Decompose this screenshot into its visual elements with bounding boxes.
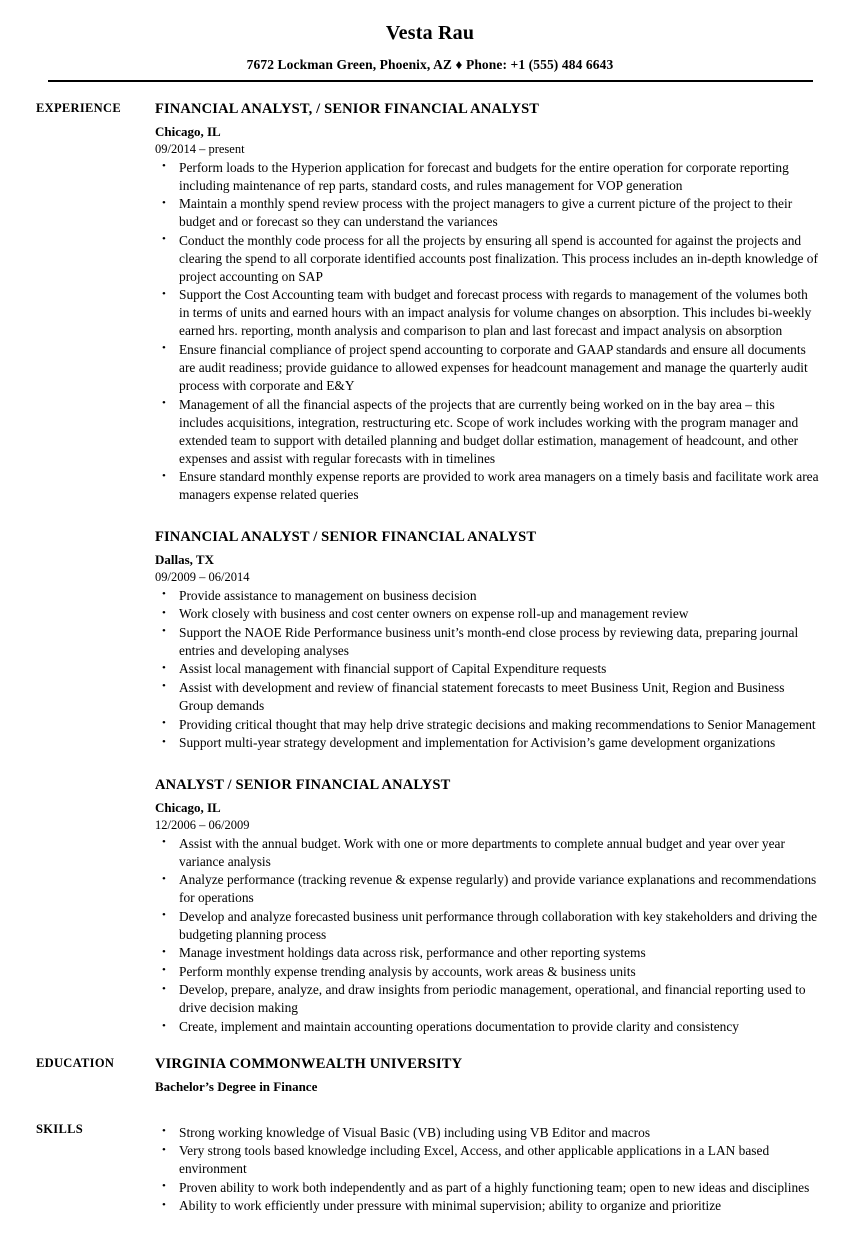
job-title: ANALYST / SENIOR FINANCIAL ANALYST	[155, 777, 451, 794]
experience-section	[0, 101, 860, 1036]
candidate-name: Vesta Rau	[385, 22, 475, 44]
education-section	[0, 1056, 860, 1095]
job-bullet: • Management of all the financial aspects of the projects that are currently being worked on in the bay area – this includes acquisitions, integration, restructuring etc. Scope of work includes working with the program manager and extended team to support with detailed planning and budget dollar estimation, management of headcount, and other expenses and assist with regular forecasts with in timelines	[155, 396, 820, 468]
job-dates: 12/2006 – 06/2009	[155, 817, 250, 832]
job-bullet: • Maintain a monthly spend review process with the project managers to give a current picture of the project to their budget and or forecast so they can understand the variances	[155, 195, 820, 231]
skill-bullet: • Strong working knowledge of Visual Basic (VB) including using VB Editor and macros	[155, 1124, 820, 1142]
skills-section	[0, 1122, 860, 1216]
skill-bullet: • Proven ability to work both independently and as part of a highly functioning team; open to new ideas and disciplines	[155, 1179, 820, 1197]
header-divider	[48, 80, 813, 82]
job-bullet: • Ensure standard monthly expense reports are provided to work area managers on a timely basis and facilitate work area managers expense related queries	[155, 468, 820, 504]
job-dates: 09/2009 – 06/2014	[155, 569, 250, 584]
education-entries	[155, 1056, 860, 1095]
job-bullet: • Create, implement and maintain accounting operations documentation to provide clarity and consistency	[155, 1018, 820, 1036]
education-school: VIRGINIA COMMONWEALTH UNIVERSITY	[155, 1056, 463, 1073]
job-bullet: • Assist local management with financial support of Capital Expenditure requests	[155, 660, 820, 678]
resume-header	[0, 0, 860, 82]
job-entry	[155, 101, 820, 504]
job-dates: 09/2014 – present	[155, 141, 245, 156]
job-bullet: • Providing critical thought that may help drive strategic decisions and making recommendations to Senior Management	[155, 716, 820, 734]
skill-bullet: • Ability to work efficiently under pressure with minimal supervision; ability to organize and prioritize	[155, 1197, 820, 1215]
experience-entries	[155, 101, 860, 1036]
job-bullet: • Analyze performance (tracking revenue & expense regularly) and provide variance explanations and recommendations for operations	[155, 871, 820, 907]
job-location: Chicago, IL	[155, 799, 221, 815]
skill-bullet: • Very strong tools based knowledge including Excel, Access, and other applicable applications in a LAN based environment	[155, 1142, 820, 1178]
job-bullet: • Support multi-year strategy development and implementation for Activision’s game development organizations	[155, 734, 820, 752]
job-bullet-list	[155, 159, 820, 505]
experience-label: EXPERIENCE	[36, 101, 121, 115]
job-bullet: • Assist with development and review of financial statement forecasts to meet Business Unit, Region and Business Group demands	[155, 679, 820, 715]
job-bullet: • Develop, prepare, analyze, and draw insights from periodic management, operational, and financial reporting used to drive decision making	[155, 981, 820, 1017]
job-entry	[155, 529, 820, 752]
skills-entries	[155, 1122, 860, 1216]
job-bullet: • Support the Cost Accounting team with budget and forecast process with regards to management of the volumes both in terms of units and earned hours with an impact analysis for volume changes on absorption. This includes bi-weekly earned hrs. reporting, month analysis and comparison to plan and last forecast and impact analysis on absorption	[155, 286, 820, 340]
job-title: FINANCIAL ANALYST / SENIOR FINANCIAL ANALYST	[155, 529, 537, 546]
job-bullet: • Perform monthly expense trending analysis by accounts, work areas & business units	[155, 963, 820, 981]
skills-bullet-list	[155, 1124, 820, 1216]
job-bullet: • Perform loads to the Hyperion application for forecast and budgets for the entire operation for corporate reporting including maintenance of rep parts, standard costs, and rules management for VOP generation	[155, 159, 820, 195]
job-title: FINANCIAL ANALYST, / SENIOR FINANCIAL ANALYST	[155, 101, 540, 117]
job-bullet-list	[155, 835, 820, 1036]
contact-line: 7672 Lockman Green, Phoenix, AZ ♦ Phone: +1 (555) 484 6643	[246, 57, 614, 72]
job-bullet: • Support the NAOE Ride Performance business unit’s month-end close process by reviewing data, preparing journal entries and developing analyses	[155, 624, 820, 660]
job-bullet: • Assist with the annual budget. Work with one or more departments to complete annual budget and year over year variance analysis	[155, 835, 820, 871]
job-bullet-list	[155, 587, 820, 752]
job-bullet: • Develop and analyze forecasted business unit performance through collaboration with key stakeholders and driving the budgeting planning process	[155, 908, 820, 944]
job-bullet: • Work closely with business and cost center owners on expense roll-up and management review	[155, 605, 820, 623]
job-bullet: • Conduct the monthly code process for all the projects by ensuring all spend is accounted for against the projects and clearing the spend to all corporate identified accounts post finalization. This process includes an in-depth knowledge of project accounting on SAP	[155, 232, 820, 286]
job-bullet: • Manage investment holdings data across risk, performance and other reporting systems	[155, 944, 820, 962]
education-label: EDUCATION	[36, 1056, 115, 1071]
job-location: Chicago, IL	[155, 123, 221, 139]
job-bullet: • Ensure financial compliance of project spend accounting to corporate and GAAP standards and ensure all documents are audit readiness; provide guidance to allowed expenses for headcount management and manage the quarterly audit process with corporate and E&Y	[155, 341, 820, 395]
education-degree: Bachelor’s Degree in Finance	[155, 1078, 318, 1094]
skills-label: SKILLS	[36, 1121, 83, 1136]
job-bullet: • Provide assistance to management on business decision	[155, 587, 820, 605]
job-location: Dallas, TX	[155, 551, 214, 567]
job-entry	[155, 777, 820, 1036]
